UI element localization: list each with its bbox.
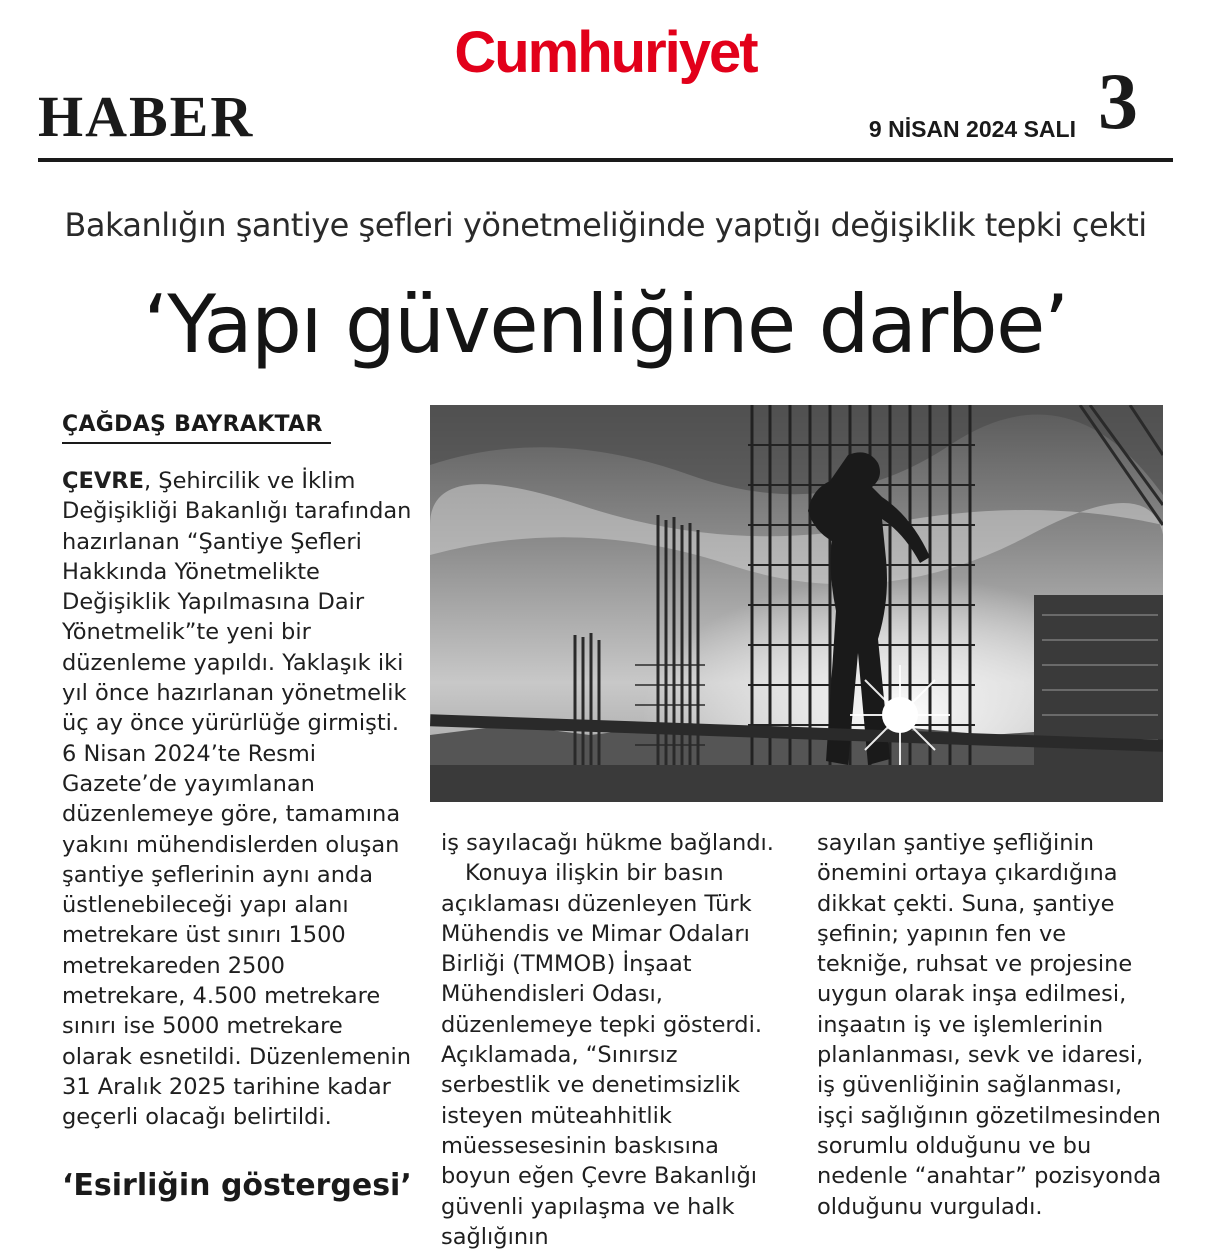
construction-photo: [430, 405, 1163, 802]
article-byline: ÇAĞDAŞ BAYRAKTAR: [62, 408, 331, 444]
column-1-paragraph: [62, 466, 414, 1133]
article-headline: ‘Yapı güvenliğine darbe’: [143, 278, 1068, 371]
header-rule: [38, 158, 1173, 162]
article-column-1: [62, 466, 414, 1133]
column-1-text: , Şehircilik ve İklim Değişikliği Bakanlığı tarafından hazırlanan “Şantiye Şefleri Hakkında Yönetmelikte Değişiklik Yapılmasına Dair Yönetmelik”te yeni bir düzenleme yapıldı. Yaklaşık iki yıl önce hazırlanan yönetmelik üç ay önce yürürlüğe girmişti. 6 Nisan 2024’te Resmi Gazete’de yayımlanan düzenlemeye göre, tamamına yakını mühendislerden oluşan şantiye şeflerinin aynı anda üstlenebileceği yapı alanı metrekare üst sınırı 1500 metrekareden 2500 metrekare, 4.500 metrekare sınırı ise 5000 metrekare olarak esnetildi. Düzenlemenin 31 Aralık 2025 tarihine kadar geçerli olacağı belirtildi.: [62, 468, 412, 1131]
logo-text: Cumhuriyet: [454, 20, 757, 85]
lead-word: ÇEVRE: [62, 468, 144, 494]
column-2-paragraph-1: iş sayılacağı hükme bağlandı.: [441, 830, 774, 856]
column-2-paragraph-2: Konuya ilişkin bir basın açıklaması düzenleyen Türk Mühendis ve Mimar Odaları Birliği (TMMOB) İnşaat Mühendisleri Odası, düzenlemeye tepki gösterdi. Açıklamada, “Sınırsız serbestlik ve denetimsizlik isteyen müteahhitlik müessesesinin baskısına boyun eğen Çevre Bakanlığı güvenli yapılaşma ve halk sağlığının: [441, 860, 762, 1250]
issue-date: 9 NİSAN 2024 SALI: [868, 116, 1076, 142]
column-3-paragraph-1: sayılan şantiye şefliğinin önemini ortaya çıkardığına dikkat çekti. Suna, şantiye şefinin; yapının fen ve tekniğe, ruhsat ve projesine uygun olarak inşa edilmesi, inşaatın iş ve işlemlerinin planlanması, sevk ve idaresi, iş güvenliğinin sağlanması, işçi sağlığının gözetilmesinden sorumlu olduğunu ve bu nedenle “anahtar” pozisyonda olduğunu vurguladı.: [817, 830, 1162, 1220]
page-number: 3: [1098, 58, 1138, 146]
article-kicker: Bakanlığın şantiye şefleri yönetmeliğinde yaptığı değişiklik tepki çekti: [64, 206, 1147, 244]
article-column-2: [441, 828, 791, 1252]
construction-worker-image: [430, 405, 1163, 802]
section-title: HABER: [38, 84, 255, 149]
newspaper-logo: [0, 18, 1211, 88]
article-subhead: ‘Esirliğin göstergesi’: [62, 1168, 412, 1203]
article-column-3: [817, 828, 1162, 1222]
